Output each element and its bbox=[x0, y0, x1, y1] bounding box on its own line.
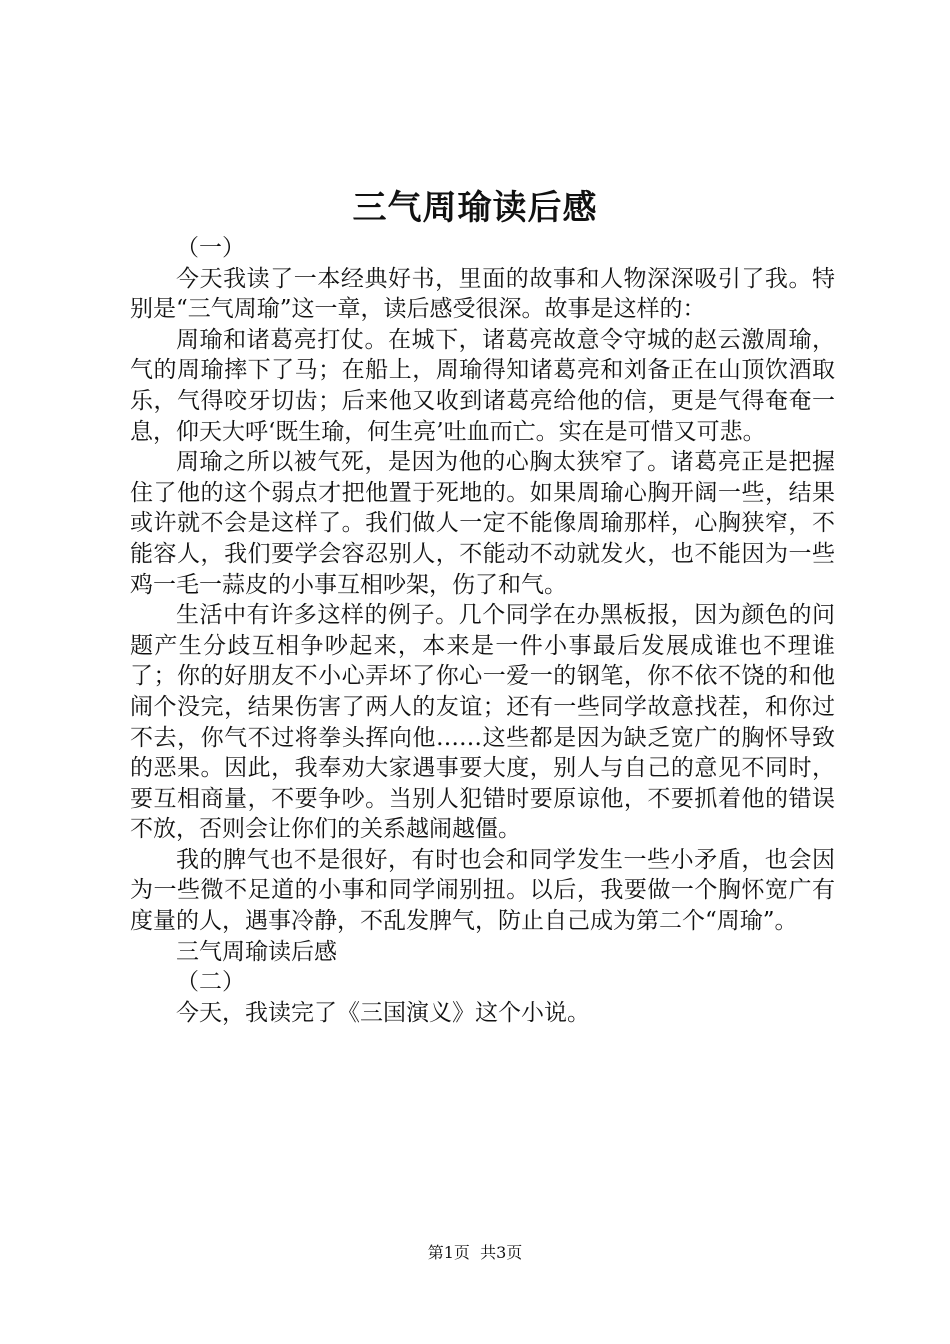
paragraph-reflection: 周瑜之所以被气死，是因为他的心胸太狭窄了。诸葛亮正是把握住了他的这个弱点才把他置于死地的。如果周瑜心胸开阔一些，结果或许就不会是这样了。我们做人一定不能像周瑜那样，心胸狭窄，不能容人，我们要学会容忍别人，不能动不动就发火，也不能因为一些鸡一毛一蒜皮的小事互相吵架，伤了和气。 bbox=[130, 449, 835, 598]
paragraph-story: 周瑜和诸葛亮打仗。在城下，诸葛亮故意令守城的赵云激周瑜，气的周瑜摔下了马；在船上，周瑜得知诸葛亮和刘备正在山顶饮酒取乐，气得咬牙切齿；后来他又收到诸葛亮给他的信，更是气得奄奄一息，仰天大呼‘既生瑜，何生亮’吐血而亡。实在是可惜又可悲。 bbox=[130, 326, 835, 445]
page-footer bbox=[0, 1243, 950, 1263]
paragraph-section-two-heading: （二） bbox=[176, 969, 245, 996]
paragraph-section-two-start: 今天，我读完了《三国演义》这个小说。 bbox=[176, 999, 590, 1026]
page-number: 第1页 bbox=[427, 1243, 470, 1262]
paragraph-examples: 生活中有许多这样的例子。几个同学在办黑板报，因为颜色的问题产生分歧互相争吵起来，本来是一件小事最后发展成谁也不理谁了；你的好朋友不小心弄坏了你心一爱一的钢笔，你不依不饶的和他闹个没完，结果伤害了两人的友谊；还有一些同学故意找茬，和你过不去，你气不过将拳头挥向他……这些都是因为缺乏宽广的胸怀导致的恶果。因此，我奉劝大家遇事要大度，别人与自己的意见不同时，要互相商量，不要争吵。当别人犯错时要原谅他，不要抓着他的错误不放，否则会让你们的关系越闹越僵。 bbox=[130, 602, 835, 843]
document-body bbox=[130, 233, 835, 1028]
paragraph-section-one-heading: （一） bbox=[176, 235, 245, 261]
paragraph-intro: 今天我读了一本经典好书，里面的故事和人物深深吸引了我。特别是“三气周瑜”这一章，读后感受很深。故事是这样的： bbox=[130, 265, 835, 323]
paragraph-second-title: 三气周瑜读后感 bbox=[176, 938, 337, 965]
page-total: 共3页 bbox=[480, 1243, 523, 1262]
paragraph-self: 我的脾气也不是很好，有时也会和同学发生一些小矛盾，也会因为一些微不足道的小事和同学闹别扭。以后，我要做一个胸怀宽广有度量的人，遇事冷静，不乱发脾气，防止自己成为第二个“周瑜”。 bbox=[130, 846, 835, 935]
document-title: 三气周瑜读后感 bbox=[352, 188, 598, 228]
